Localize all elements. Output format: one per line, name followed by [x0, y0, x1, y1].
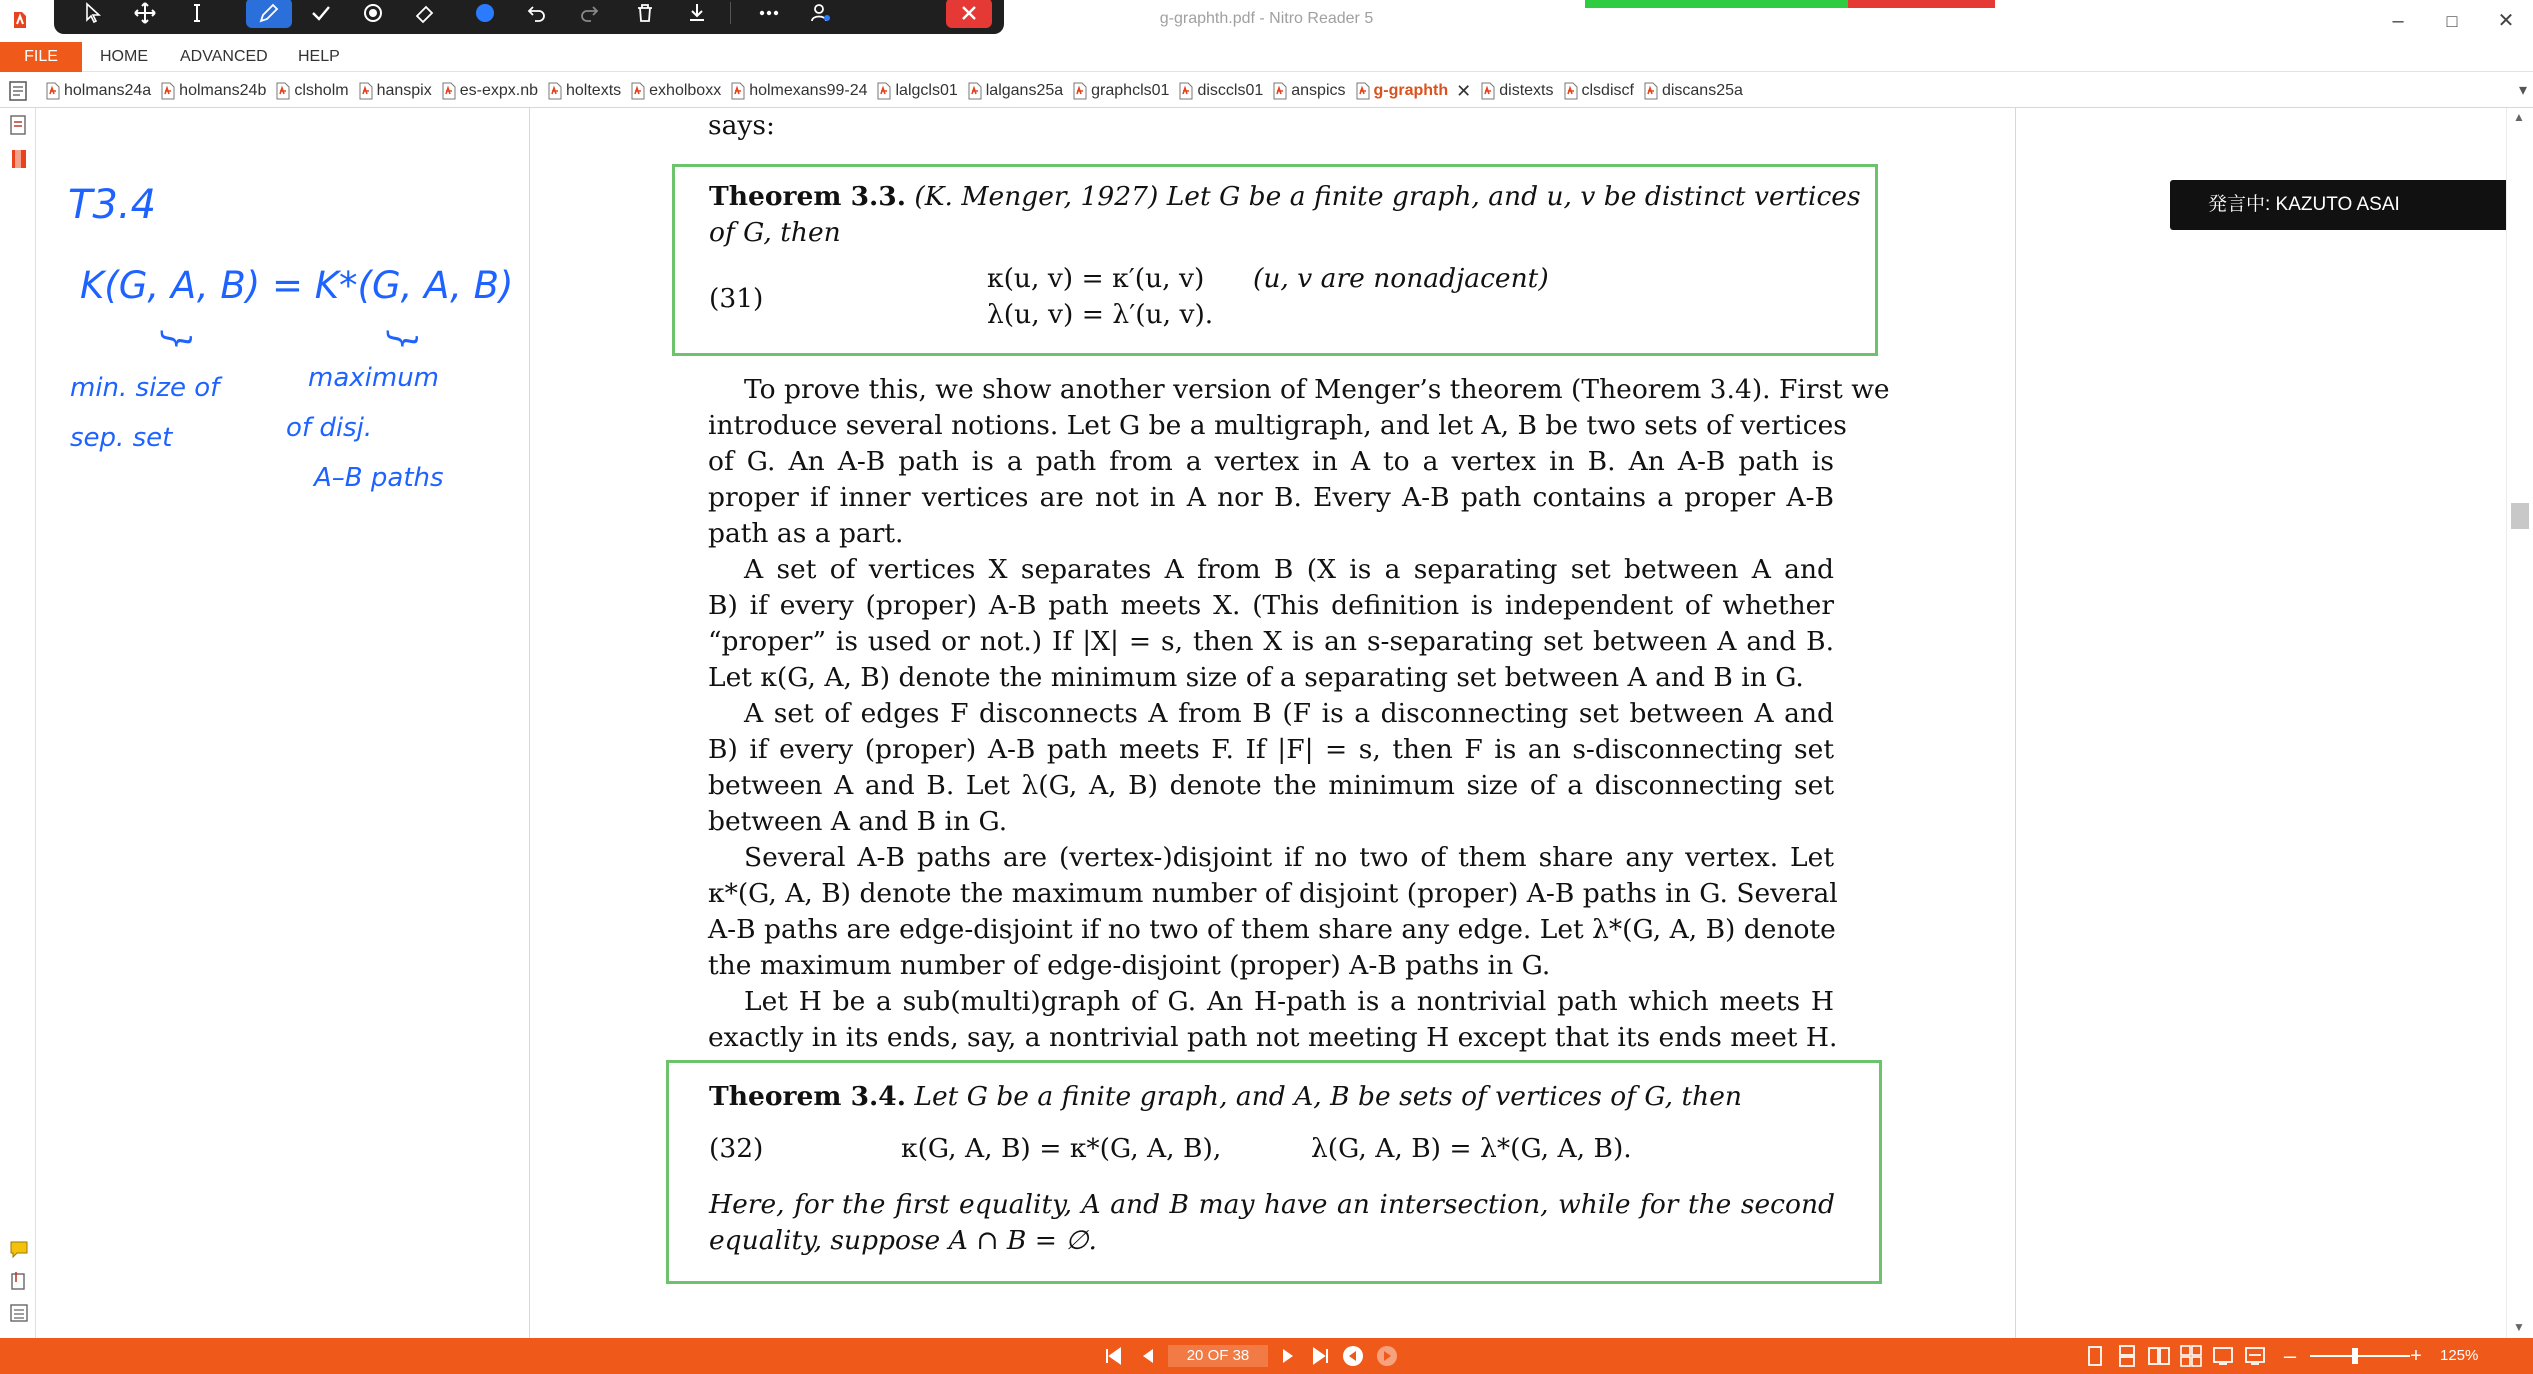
theorem-3-4-statement: Let G be a finite graph, and A, B be sets of vertices of G, then — [914, 1081, 1742, 1112]
tab-anspics[interactable] — [1269, 76, 1351, 106]
text-line: Several A-B paths are (vertex-)disjoint if no two of them share any vertex. Let — [744, 842, 1834, 873]
text-line: A set of edges F disconnects A from B (F is a disconnecting set between A and — [744, 698, 1834, 729]
tab-holmans24a[interactable] — [42, 76, 157, 106]
comments-icon[interactable] — [8, 1238, 30, 1260]
left-rail — [0, 108, 36, 1338]
tab-label: es-expx.nb — [459, 82, 538, 99]
pdf-file-icon — [442, 82, 456, 100]
undo-icon[interactable] — [514, 0, 560, 28]
pdf-file-icon — [968, 82, 982, 100]
equation-kappa-star: κ(G, A, B) = κ*(G, A, B), — [901, 1133, 1222, 1164]
theorem-3-3-box — [672, 164, 1878, 356]
text-line: B) if every (proper) A-B path meets X. (This definition is independent of whether — [708, 590, 1834, 621]
tab-label: holmexans99-24 — [749, 82, 868, 99]
tab-hanspix[interactable] — [355, 76, 438, 106]
text-cursor-icon[interactable] — [174, 0, 220, 28]
tab-label: graphcls01 — [1091, 82, 1170, 99]
pdf-file-icon — [276, 82, 290, 100]
redo-icon[interactable] — [566, 0, 612, 28]
next-page-icon[interactable] — [1274, 1338, 1304, 1374]
tab-label: lalgans25a — [985, 82, 1064, 99]
single-page-view-icon[interactable] — [2080, 1338, 2110, 1374]
pdf-file-icon — [1356, 82, 1370, 100]
tab-es-expx-nb[interactable] — [438, 76, 544, 106]
stamp-icon[interactable] — [350, 0, 396, 28]
zoom-in-button[interactable]: + — [2410, 1344, 2422, 1367]
tab-distexts[interactable] — [1477, 76, 1559, 106]
tab-label: clsdiscf — [1581, 82, 1634, 99]
tab-label: holmans24a — [64, 82, 152, 99]
tab-clsdiscf[interactable] — [1560, 76, 1640, 106]
checkmark-icon[interactable] — [298, 0, 344, 28]
more-options-icon[interactable] — [746, 0, 792, 28]
tab-label: discans25a — [1661, 82, 1743, 99]
note-min-size: min. size of — [70, 373, 220, 403]
pdf-file-icon — [631, 82, 645, 100]
minimize-button[interactable]: – — [2392, 10, 2404, 32]
eraser-icon[interactable] — [402, 0, 448, 28]
ribbon-menu — [0, 42, 2533, 72]
speaker-indicator: 発言中: KAZUTO ASAI — [2170, 180, 2512, 230]
page-edge — [2015, 108, 2016, 1338]
tab-label: anspics — [1291, 82, 1346, 99]
tab-label: exholboxx — [649, 82, 722, 99]
says-text: says: — [708, 110, 775, 141]
note-maximum: maximum — [308, 363, 440, 393]
note-brace-left: } — [157, 330, 197, 352]
recording-indicator — [1585, 0, 1995, 8]
pdf-file-icon — [548, 82, 562, 100]
bookmarks-icon[interactable] — [8, 148, 30, 170]
tab-disccls01[interactable] — [1175, 76, 1269, 106]
text-line: To prove this, we show another version of Menger’s theorem (Theorem 3.4). First we — [744, 374, 1890, 405]
tab-graphcls01[interactable] — [1069, 76, 1175, 106]
pdf-file-icon — [1481, 82, 1495, 100]
text-line: between A and B in G. — [708, 806, 1008, 837]
text-line: A set of vertices X separates A from B (X is a separating set between A and — [744, 554, 1834, 585]
note-equation: K(G, A, B) = K*(G, A, B) — [80, 264, 514, 307]
text-line: introduce several notions. Let G be a multigraph, and let A, B be two sets of vertices — [708, 410, 1847, 441]
tab-label: disccls01 — [1197, 82, 1264, 99]
continuous-view-icon[interactable] — [2112, 1338, 2142, 1374]
fit-width-icon[interactable] — [2240, 1338, 2270, 1374]
pdf-file-icon — [46, 82, 60, 100]
tab-holmexans99-24[interactable] — [727, 76, 873, 106]
pdf-file-icon — [1073, 82, 1087, 100]
paragraph-3 — [708, 696, 1834, 840]
equation-kappa: κ(u, v) = κ′(u, v) — [987, 263, 1205, 294]
previous-page-icon[interactable] — [1132, 1338, 1162, 1374]
tab-lalgans25a[interactable] — [964, 76, 1069, 106]
close-toolbar-icon[interactable] — [946, 0, 992, 28]
note-t34: T3.4 — [68, 182, 157, 228]
text-line: “proper” is used or not.) If |X| = s, then X is an s-separating set between A and B. — [708, 626, 1834, 657]
zoom-out-button[interactable]: – — [2283, 1343, 2297, 1368]
tab-label: clsholm — [294, 82, 349, 99]
theorem-3-4-title: Theorem 3.4. — [709, 1081, 906, 1112]
facing-view-icon[interactable] — [2144, 1338, 2174, 1374]
text-line: Let H be a sub(multi)graph of G. An H-path is a nontrivial path which meets H — [744, 986, 1834, 1017]
tab-g-graphth[interactable] — [1352, 76, 1478, 106]
pdf-file-icon — [1179, 82, 1193, 100]
theorem-3-3-statement-cont: of G, then — [709, 217, 841, 248]
menu-home[interactable]: HOME — [100, 48, 148, 65]
page-number-field[interactable]: 20 OF 38 — [1168, 1345, 1268, 1367]
pdf-file-icon — [877, 82, 891, 100]
menu-help[interactable]: HELP — [298, 48, 340, 65]
zoom-slider-thumb[interactable] — [2352, 1348, 2358, 1364]
tab-exholboxx[interactable] — [627, 76, 727, 106]
right-pane — [2018, 108, 2506, 1338]
download-icon[interactable] — [674, 0, 720, 28]
attachments-icon[interactable] — [8, 1270, 30, 1292]
text-line: proper if inner vertices are not in A nor B. Every A-B path contains a proper A-B — [708, 482, 1834, 513]
paragraph-4 — [708, 840, 1838, 984]
thumbnails-icon[interactable] — [8, 114, 30, 136]
settings-person-icon[interactable] — [798, 0, 844, 28]
tab-label: holmans24b — [179, 82, 267, 99]
menu-file[interactable]: FILE — [0, 42, 82, 72]
window-title: g-graphth.pdf - Nitro Reader 5 — [1159, 10, 1374, 27]
tab-discans25a[interactable] — [1640, 76, 1749, 106]
annotation-toolbar — [54, 0, 1004, 34]
text-line: path as a part. — [708, 518, 904, 549]
scroll-up-icon[interactable]: ▲ — [2513, 110, 2525, 124]
notes-panel — [36, 108, 530, 1338]
equation-lambda-star: λ(G, A, B) = λ*(G, A, B). — [1311, 1133, 1632, 1164]
text-line: A-B paths are edge-disjoint if no two of them share any edge. Let λ*(G, A, B) denote — [708, 914, 1836, 945]
scroll-down-icon[interactable]: ▼ — [2513, 1320, 2525, 1334]
status-bar — [0, 1338, 2533, 1374]
zoom-slider[interactable] — [2310, 1355, 2410, 1357]
text-line: κ*(G, A, B) denote the maximum number of disjoint (proper) A-B paths in G. Several — [708, 878, 1838, 909]
pages-icon[interactable] — [8, 80, 28, 102]
tab-label: hanspix — [376, 82, 432, 99]
tab-label: distexts — [1499, 82, 1554, 99]
facing-continuous-view-icon[interactable] — [2176, 1338, 2206, 1374]
pan-move-icon[interactable] — [122, 0, 168, 28]
tab-lalgcls01[interactable] — [873, 76, 963, 106]
tab-holmans24b[interactable] — [157, 76, 272, 106]
pdf-file-icon — [1644, 82, 1658, 100]
tab-holtexts[interactable] — [544, 76, 627, 106]
paragraph-2 — [708, 552, 1834, 696]
text-line: Let κ(G, A, B) denote the minimum size of a separating set between A and B in G. — [708, 662, 1804, 693]
theorem-3-4-box — [666, 1060, 1882, 1284]
text-line: B) if every (proper) A-B path meets F. If |F| = s, then F is an s-disconnecting set — [708, 734, 1834, 765]
note-brace-right: } — [383, 330, 423, 352]
close-window-button[interactable]: ✕ — [2497, 10, 2515, 32]
forward-view-icon[interactable] — [1372, 1338, 1402, 1374]
document-viewport[interactable] — [530, 108, 2018, 1338]
close-tab-icon[interactable]: ✕ — [1456, 80, 1472, 101]
text-line: the maximum number of edge-disjoint (proper) A-B paths in G. — [708, 950, 1551, 981]
paragraph-1 — [708, 372, 1890, 552]
handwritten-notes — [36, 108, 530, 528]
note-sep-set: sep. set — [70, 423, 173, 453]
text-line: between A and B. Let λ(G, A, B) denote the minimum size of a disconnecting set — [708, 770, 1834, 801]
pdf-file-icon — [1273, 82, 1287, 100]
equation-condition: (u, v are nonadjacent) — [1253, 263, 1549, 294]
tab-overflow-button[interactable]: ▾ — [2518, 82, 2527, 99]
pen-tool-icon[interactable] — [246, 0, 292, 28]
first-page-icon[interactable] — [1098, 1338, 1128, 1374]
theorem-3-3-title: Theorem 3.3. — [709, 181, 906, 212]
pdf-file-icon — [731, 82, 745, 100]
zoom-level[interactable]: 125% — [2440, 1347, 2479, 1364]
tab-list — [42, 74, 1749, 108]
trash-icon[interactable] — [622, 0, 668, 28]
tab-label: g-graphth — [1373, 82, 1449, 99]
tab-label: lalgcls01 — [895, 82, 958, 99]
last-page-icon[interactable] — [1306, 1338, 1336, 1374]
paragraph-5 — [708, 984, 1838, 1056]
theorem-3-4-remark: Here, for the first equality, A and B may have an intersection, while for the second — [709, 1189, 1835, 1220]
pdf-file-icon — [161, 82, 175, 100]
pdf-file-icon — [359, 82, 373, 100]
equation-lambda: λ(u, v) = λ′(u, v). — [987, 299, 1214, 330]
tab-clsholm[interactable] — [272, 76, 354, 106]
layers-icon[interactable] — [8, 1302, 30, 1324]
tab-label: holtexts — [566, 82, 622, 99]
select-arrow-icon[interactable] — [70, 0, 116, 28]
vertical-scrollbar[interactable] — [2506, 108, 2533, 1338]
theorem-3-3-statement: (K. Menger, 1927) Let G be a finite graph, and u, v be distinct vertices — [914, 181, 1861, 212]
note-ab-paths: A–B paths — [314, 463, 444, 493]
text-line: of G. An A-B path is a path from a vertex in A to a vertex in B. An A-B path is — [708, 446, 1834, 477]
theorem-3-4-remark-cont: equality, suppose A ∩ B = ∅. — [709, 1225, 1097, 1256]
scroll-thumb[interactable] — [2511, 503, 2529, 529]
color-picker-icon[interactable] — [462, 0, 508, 28]
pdf-page — [530, 108, 2018, 1338]
equation-number-32: (32) — [709, 1133, 764, 1164]
text-line: exactly in its ends, say, a nontrivial path not meeting H except that its ends meet H. — [708, 1022, 1838, 1053]
pdf-file-icon — [1564, 82, 1578, 100]
fit-page-icon[interactable] — [2208, 1338, 2238, 1374]
back-view-icon[interactable] — [1338, 1338, 1368, 1374]
equation-number-31: (31) — [709, 283, 764, 314]
menu-advanced[interactable]: ADVANCED — [180, 48, 268, 65]
note-of-disj: of disj. — [286, 413, 373, 443]
maximize-button[interactable]: □ — [2446, 11, 2458, 31]
document-tab-bar — [0, 74, 2533, 108]
